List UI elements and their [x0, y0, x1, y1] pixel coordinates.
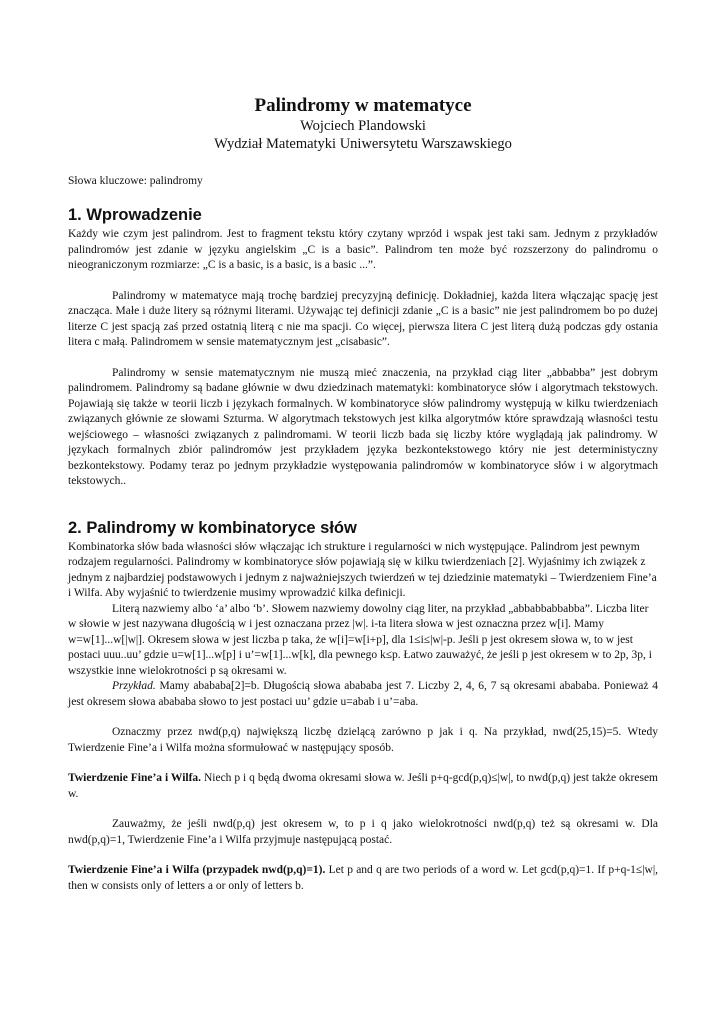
section-2-paragraph-4: Oznaczmy przez nwd(p,q) największą liczbę dzielącą zarówno p jak i q. Na przykład, nwd(25,15)=5. Wtedy Twierdzenie Fine’a i Wilfa można sformułować w następujący sposób.: [68, 726, 658, 754]
keywords-line: Słowa kluczowe: palindromy: [68, 175, 203, 187]
section-2-example: [68, 679, 658, 710]
section-1-paragraph-2: Palindromy w matematyce mają trochę bardziej precyzyjną definicję. Dokładniej, każda litera włączając spację jest znacząca. Małe i duże litery są różnymi literami. Używając tej definicji zdanie „C is a basic” nie jest palindromem bo po dużej literze C jest spacją zaś przed ostatnią literą c nie ma spacji. Co więcej, pierwsza litera C jest literą dużą podczas gdy ostania litera c małą. Palindromem w sensie matematycznym jest „cisabasic”.: [68, 289, 658, 348]
author-name: Wojciech Plandowski: [300, 118, 426, 134]
author-affiliation: Wydział Matematyki Uniwersytetu Warszawskiego: [214, 136, 512, 152]
section-1-heading: 1. Wprowadzenie: [68, 206, 202, 224]
theorem-1-text: Niech p i q będą dwoma okresami słowa w. Jeśli p+q-gcd(p,q)≤|w|, to nwd(p,q) jest także okresem w.: [68, 772, 658, 800]
theorem-2-text: Let p and q are two periods of a word w. Let gcd(p,q)=1. If p+q-1≤|w|, then w consists only of letters a or only of letters b.: [68, 864, 658, 892]
section-2-paragraph-1: Kombinatorka słów bada własności słów włączając ich strukture i regularności w nich występujące. Palindrom jest pewnym rodzajem regularności. Palindromy w kombinatoryce słów pojawiają się w kilku twierdzeniach [2]. Wyjaśnimy ich związek z jednym z najbardziej podstawowych i jednym z najważniejszych twierdzeń w tej dziedzinie matematyki – Twierdzeniem Fine’a i Wilfa. Aby wyjaśnić to twierdzenie musimy wprowadzić kilka definicji.: [68, 540, 657, 599]
example-text: Mamy abababa[2]=b. Długością słowa abababa jest 7. Liczby 2, 4, 6, 7 są okresami abababa. Ponieważ 4 jest okresem słowa abababa słowo to jest postaci uu’ gdzie u=abab i u’=aba.: [68, 680, 658, 708]
section-1-paragraph-1: Każdy wie czym jest palindrom. Jest to fragment tekstu który czytany wprzód i wspak jest taki sam. Jednym z przykładów palindromów jest zdanie w języku angielskim „C is a basic”. Palindrom ten może być rozszerzony do palindromu o nieograniczonym rozmiarze: „C is a basic, is a basic, is a basic ...”.: [68, 228, 658, 271]
example-label: Przykład.: [112, 680, 156, 692]
theorem-1-label: Twierdzenie Fine’a i Wilfa.: [68, 772, 202, 784]
paper-title: Palindromy w matematyce: [254, 95, 472, 116]
theorem-2: [68, 863, 658, 894]
section-2-heading: 2. Palindromy w kombinatoryce słów: [68, 518, 357, 537]
theorem-2-label: Twierdzenie Fine’a i Wilfa (przypadek nwd(p,q)=1).: [68, 864, 326, 876]
section-2-paragraph-5: Zauważmy, że jeśli nwd(p,q) jest okresem w, to p i q jako wielokrotności nwd(p,q) też są okresami w. Dla nwd(p,q)=1, Twierdzenie Fine’a i Wilfa przyjmuje następującą postać.: [68, 818, 658, 846]
section-2-paragraph-2: Literą nazwiemy albo ‘a’ albo ‘b’. Słowem nazwiemy dowolny ciąg liter, na przykład „abbabbabbabba”. Liczba liter w słowie w jest nazywana długością w i jest oznaczana przez |w|. i-ta litera słowa w jest oznaczna przez w[i]. Mamy w=w[1]...w[|w|]. Okresem słowa w jest liczba p taka, że w[i]=w[i+p], dla 1≤i≤|w|-p. Jeśli p jest okresem słowa w, to w jest postaci uuu..uu’ gdzie u=w[1]...w[p] i u’=w[1]...w[k], dla pewnego k≤p. Łatwo zauważyć, że jeśli p jest okresem w to 2p, 3p, i wszystkie inne wielokrotności p są okresami w.: [68, 602, 653, 677]
section-1-paragraph-3: Palindromy w sensie matematycznym nie muszą mieć znaczenia, na przykład ciąg liter „abbabba” jest dobrym palindromem. Palindromy są badane głównie w dwu dziedzinach matematyki: kombinatoryce słów i algorytmach tekstowych. Pojawiają się także w teorii liczb i językach formalnych. W kombinatoryce słów palindromy występują w kilku twierdzeniach związanych głównie ze słowami Szturma. W algorytmach tekstowych jest kilka algorytmów które sprawdzają własności testu wejściowego – własności związanych z palindromami. W teorii liczb bada się liczby które wyglądają jak palindromy. W językach formalnych zbiór palindromów jest przykładem języka bezkontekstowego który nie jest deterministyczny bezkontekstowy. Podamy teraz po jednym przykładzie występowania palindromów w kombinatoryce słów i w algorytmach tekstowych..: [68, 366, 658, 487]
theorem-1: [68, 771, 658, 802]
